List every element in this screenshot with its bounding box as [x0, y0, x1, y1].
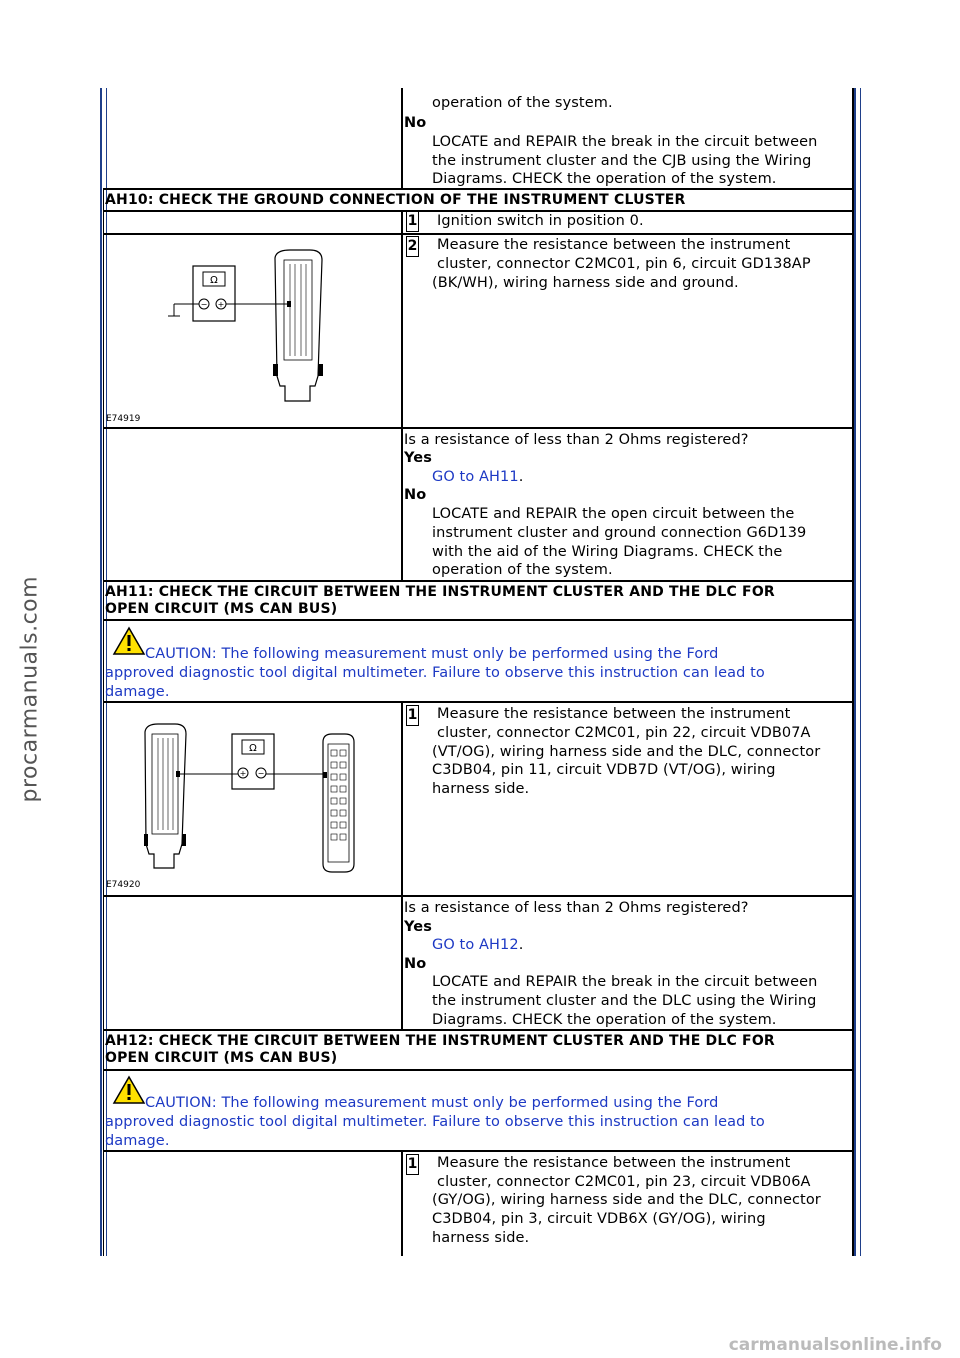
caution-line: damage. — [105, 1133, 170, 1149]
step-text-line: cluster, connector C2MC01, pin 6, circuit GD138AP — [437, 256, 811, 272]
goto-ah11-link[interactable]: GO to AH11 — [432, 469, 519, 485]
caution-text — [105, 1094, 850, 1151]
column-divider — [401, 210, 403, 580]
yes-label: Yes — [404, 919, 432, 935]
no-text-line: LOCATE and REPAIR the break in the circuit between — [432, 974, 818, 990]
section-heading-ah12: AH12: CHECK THE CIRCUIT BETWEEN THE INSTRUMENT CLUSTER AND THE DLC FOR — [105, 1033, 775, 1049]
right-page-border — [854, 88, 856, 1256]
yes-period: . — [518, 937, 524, 953]
no-text-line: LOCATE and REPAIR the open circuit between the — [432, 506, 795, 522]
caution-line: CAUTION: The following measurement must only be performed using the Ford — [145, 646, 719, 662]
row-rule — [103, 233, 854, 235]
no-label: No — [404, 115, 427, 131]
section-heading-ah11-line2: OPEN CIRCUIT (MS CAN BUS) — [105, 601, 338, 617]
section-heading-ah11: AH11: CHECK THE CIRCUIT BETWEEN THE INSTRUMENT CLUSTER AND THE DLC FOR — [105, 584, 775, 600]
column-divider — [401, 701, 403, 1029]
row-rule — [103, 427, 854, 429]
bottom-watermark: carmanualsonline.info — [728, 1335, 942, 1355]
step-number: 2 — [406, 236, 419, 257]
step-text-line: cluster, connector C2MC01, pin 22, circuit VDB07A — [437, 725, 811, 741]
section-heading-ah12-line2: OPEN CIRCUIT (MS CAN BUS) — [105, 1050, 338, 1066]
svg-text:Ω: Ω — [249, 743, 257, 754]
svg-text:+: + — [217, 300, 225, 309]
figure-id: E74919 — [106, 414, 141, 424]
row-rule — [103, 895, 854, 897]
svg-text:−: − — [200, 300, 208, 309]
caution-line: approved diagnostic tool digital multimeter. Failure to observe this instruction can lead to — [105, 1114, 765, 1130]
connector-multimeter-dlc-diagram — [140, 716, 370, 881]
step-number: 1 — [406, 1154, 419, 1175]
table-left-edge — [103, 188, 104, 1256]
step-text-line: Measure the resistance between the instrument — [437, 706, 791, 722]
column-divider — [401, 1150, 403, 1256]
side-watermark: procarmanuals.com — [17, 575, 43, 803]
step-text-line: harness side. — [432, 1230, 530, 1246]
step-text-line: C3DB04, pin 11, circuit VDB7D (VT/OG), wiring — [432, 762, 776, 778]
no-text-line: Diagrams. CHECK the operation of the system. — [432, 171, 777, 187]
step-text-line: (VT/OG), wiring harness side and the DLC, connector — [432, 744, 821, 760]
row-rule — [103, 580, 854, 582]
caution-line: CAUTION: The following measurement must only be performed using the Ford — [145, 1095, 719, 1111]
yes-line — [432, 936, 523, 955]
row-rule — [103, 619, 854, 621]
step-text-line: C3DB04, pin 3, circuit VDB6X (GY/OG), wiring — [432, 1211, 766, 1227]
step-text-line: Measure the resistance between the instrument — [437, 237, 791, 253]
no-text-line: LOCATE and REPAIR the break in the circuit between — [432, 134, 818, 150]
step-text-line: harness side. — [432, 781, 530, 797]
table-right-edge — [852, 88, 854, 1256]
step-text: Ignition switch in position 0. — [437, 213, 644, 229]
right-page-border-thin — [860, 88, 861, 1256]
continued-text: operation of the system. — [432, 95, 613, 111]
svg-text:−: − — [257, 769, 265, 778]
svg-text:Ω: Ω — [210, 275, 218, 286]
yes-line — [432, 468, 523, 487]
no-text-line: the instrument cluster and the CJB using the Wiring — [432, 153, 812, 169]
no-text-line: the instrument cluster and the DLC using the Wiring — [432, 993, 817, 1009]
step-text-line: cluster, connector C2MC01, pin 23, circuit VDB06A — [437, 1174, 811, 1190]
step-text-line: (BK/WH), wiring harness side and ground. — [432, 275, 739, 291]
step-text-line: Measure the resistance between the instrument — [437, 1155, 791, 1171]
goto-ah12-link[interactable]: GO to AH12 — [432, 937, 519, 953]
no-text-line: Diagrams. CHECK the operation of the system. — [432, 1012, 777, 1028]
no-text-line: instrument cluster and ground connection G6D139 — [432, 525, 807, 541]
row-rule — [103, 1069, 854, 1071]
no-text-line: operation of the system. — [432, 562, 613, 578]
svg-text:+: + — [239, 769, 247, 778]
yes-period: . — [518, 469, 524, 485]
question: Is a resistance of less than 2 Ohms registered? — [404, 432, 749, 448]
left-page-border — [100, 88, 102, 1256]
yes-label: Yes — [404, 450, 432, 466]
caution-line: damage. — [105, 684, 170, 700]
step-text-line: (GY/OG), wiring harness side and the DLC, connector — [432, 1192, 821, 1208]
step-number: 1 — [406, 705, 419, 726]
section-heading-ah10: AH10: CHECK THE GROUND CONNECTION OF THE INSTRUMENT CLUSTER — [105, 192, 686, 208]
figure-id: E74920 — [106, 880, 141, 890]
question: Is a resistance of less than 2 Ohms registered? — [404, 900, 749, 916]
multimeter-connector-diagram — [150, 246, 330, 416]
caution-line: approved diagnostic tool digital multimeter. Failure to observe this instruction can lead to — [105, 665, 765, 681]
step-number: 1 — [406, 211, 419, 232]
no-label: No — [404, 956, 427, 972]
no-text-line: with the aid of the Wiring Diagrams. CHECK the — [432, 544, 783, 560]
caution-text — [105, 645, 850, 702]
no-label: No — [404, 487, 427, 503]
column-divider — [401, 88, 403, 188]
